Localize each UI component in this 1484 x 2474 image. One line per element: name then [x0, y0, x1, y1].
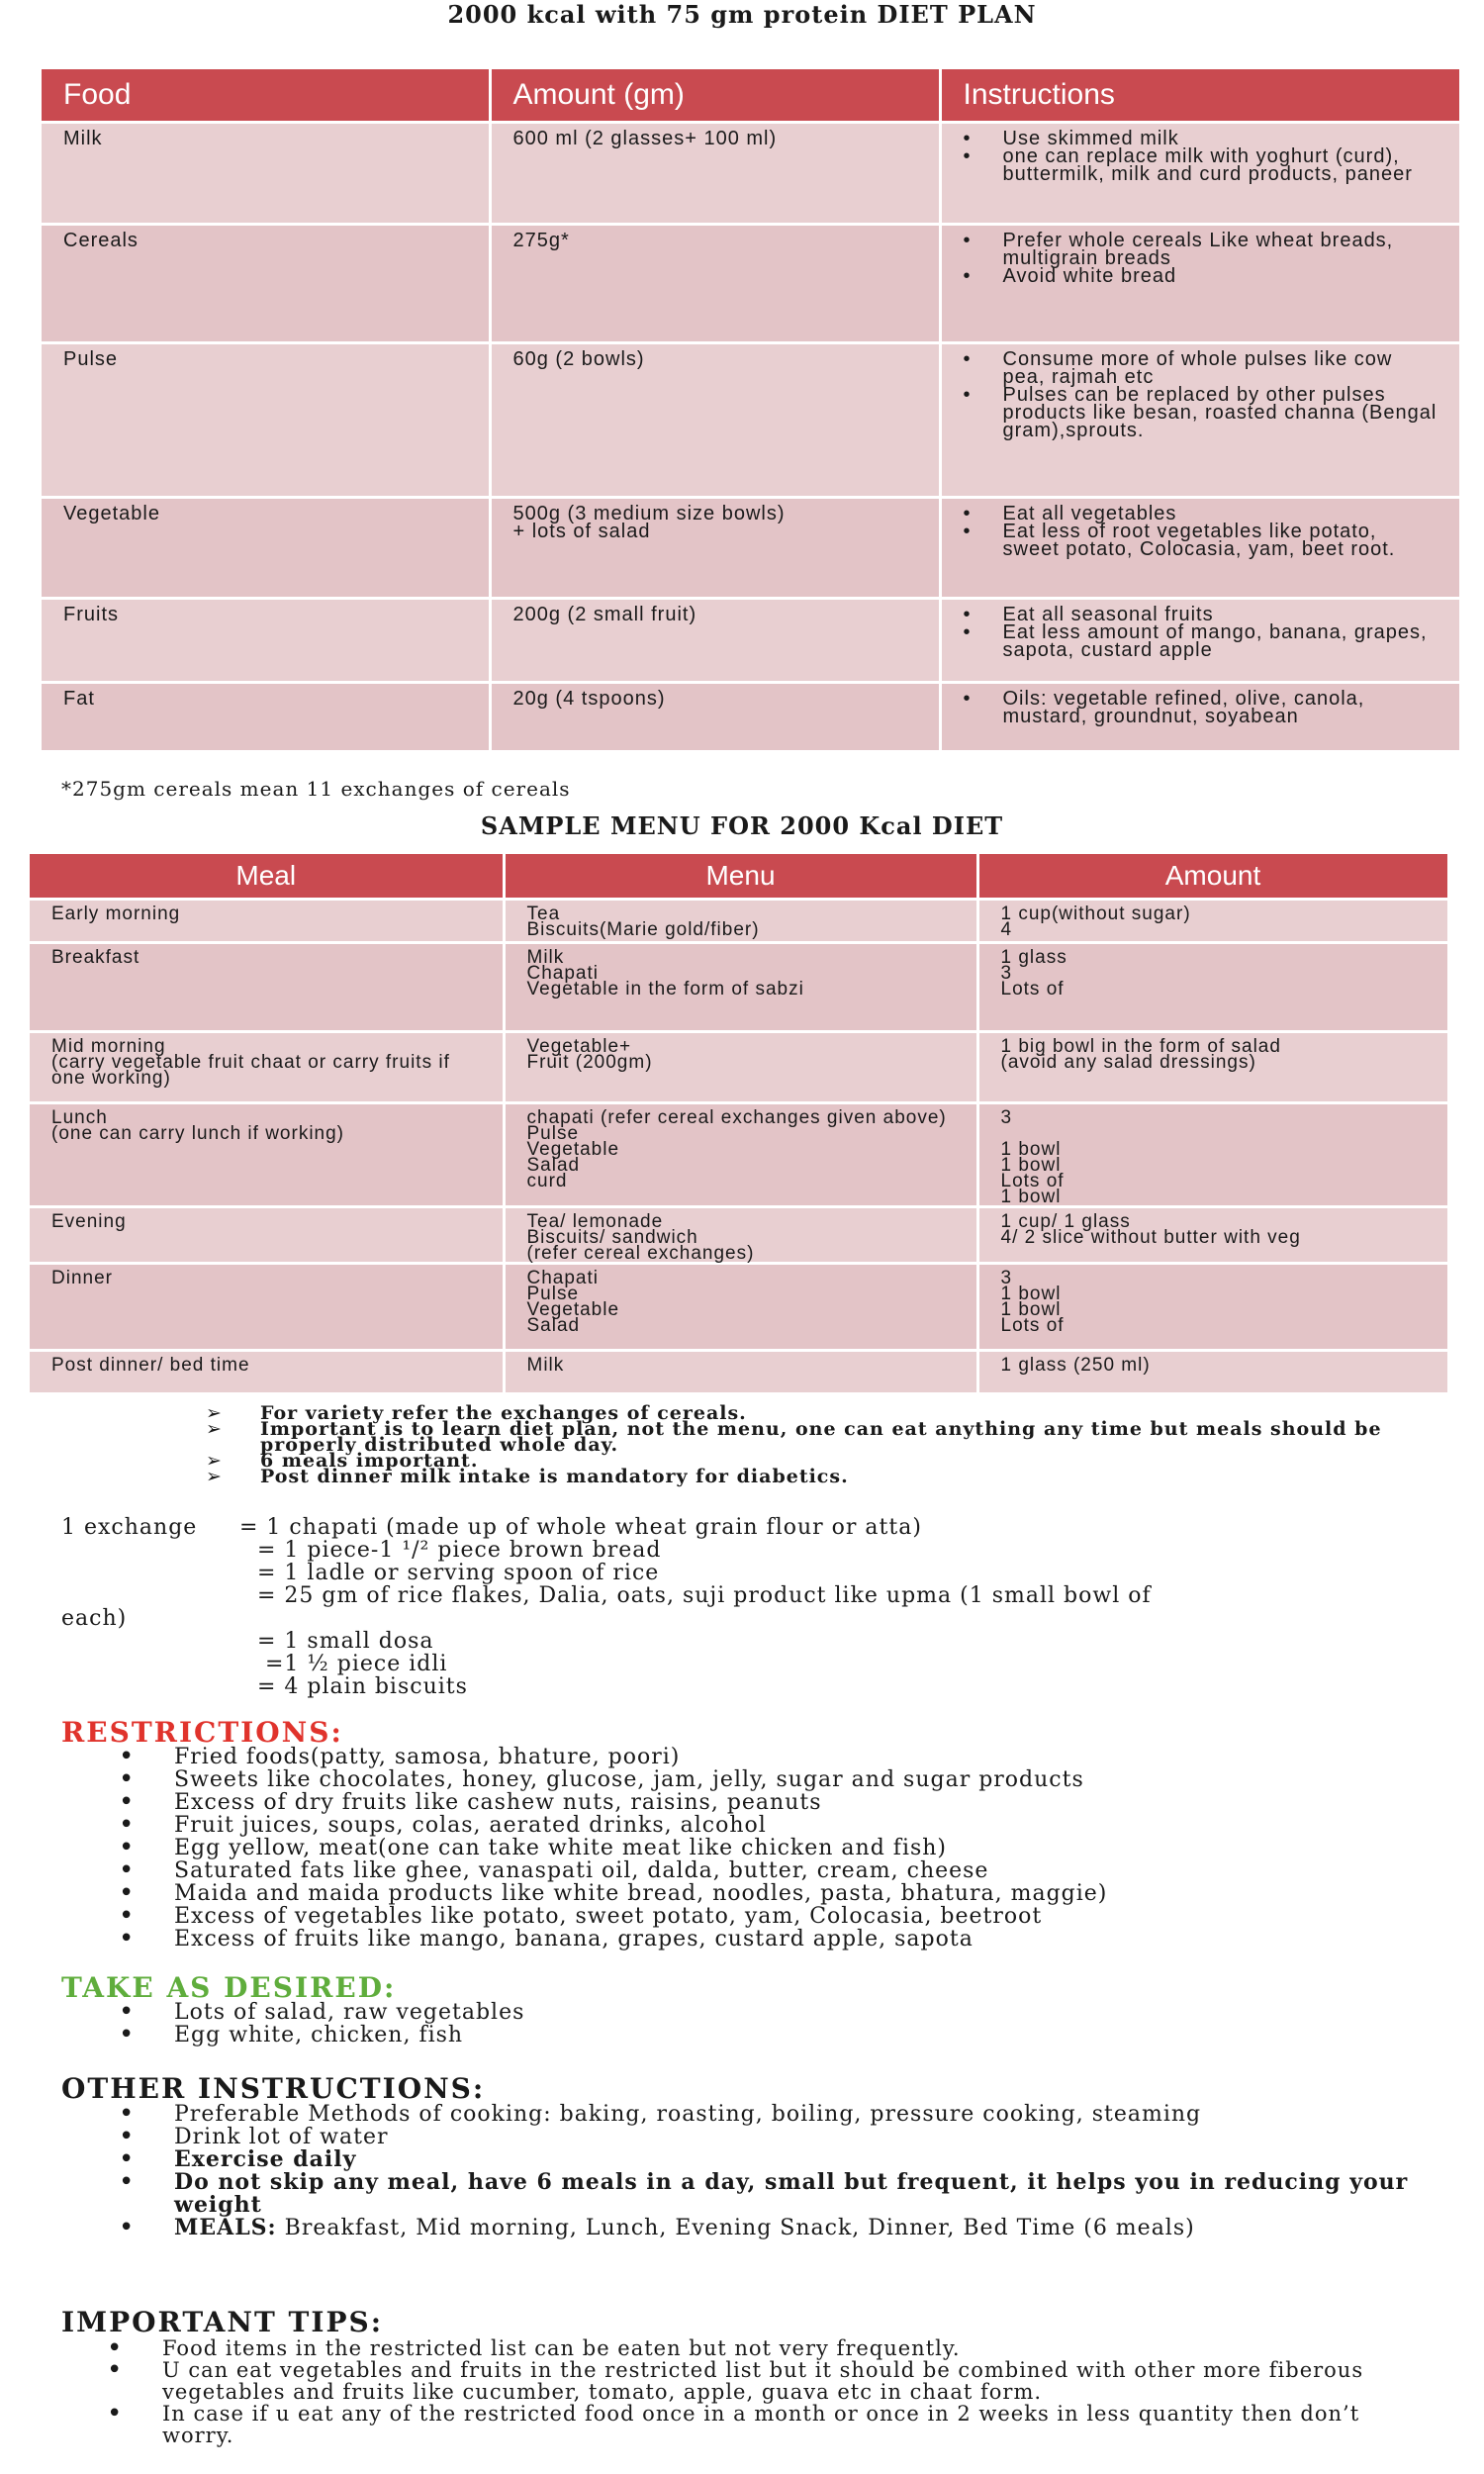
amount-cell: 200g (2 small fruit) — [490, 599, 940, 683]
take-as-desired-title: TAKE AS DESIRED: — [61, 1971, 397, 2004]
list-item: • Avoid white bread — [964, 267, 1438, 285]
amount-cell: 1 glass 3 Lots of — [977, 943, 1448, 1032]
menu-cell: Milk Chapati Vegetable in the form of sabzi — [504, 943, 977, 1032]
list-item: • Oils: vegetable refined, olive, canola, mustard, groundnut, soyabean — [964, 690, 1438, 725]
column-header-amount: Amount — [977, 854, 1448, 900]
exchange-item: = 1 piece-1 ¹/² piece brown bread — [257, 1538, 662, 1563]
column-header-instructions: Instructions — [940, 69, 1460, 123]
amount-cell: 1 cup/ 1 glass 4/ 2 slice without butter with veg — [977, 1207, 1448, 1264]
cereal-footnote: *275gm cereals mean 11 exchanges of cereals — [61, 777, 571, 801]
restrictions-title: RESTRICTIONS: — [61, 1716, 343, 1749]
table-row — [42, 123, 1460, 225]
diet-plan-title: 2000 kcal with 75 gm protein DIET PLAN — [447, 0, 1037, 29]
note-item: ➢ Important is to learn diet plan, not the menu, one can eat anything any time but meals should be properly distributed whole day. — [206, 1421, 1438, 1453]
list-item: • Lots of salad, raw vegetables — [111, 2001, 1466, 2024]
list-item: • Fruit juices, soups, colas, aerated drinks, alcohol — [111, 1814, 1466, 1837]
instructions-cell — [940, 683, 1460, 750]
food-cell: Milk — [42, 123, 490, 225]
column-header-amount: Amount (gm) — [490, 69, 940, 123]
list-item: • Food items in the restricted list can be eaten but not very frequently. — [99, 2337, 1425, 2359]
list-item: • Consume more of whole pulses like cow pea, rajmah etc — [964, 350, 1438, 386]
meal-cell: Early morning — [30, 900, 504, 943]
list-item: • Egg yellow, meat(one can take white meat like chicken and fish) — [111, 1837, 1466, 1859]
amount-cell: 20g (4 tspoons) — [490, 683, 940, 750]
list-item: • Eat less of root vegetables like potato, sweet potato, Colocasia, yam, beet root. — [964, 523, 1438, 558]
list-item: • Excess of vegetables like potato, sweet potato, yam, Colocasia, beetroot — [111, 1905, 1466, 1928]
table-row — [42, 498, 1460, 599]
note-item: ➢ For variety refer the exchanges of cereals. — [206, 1405, 1438, 1421]
exchange-item: = 1 small dosa — [257, 1629, 434, 1654]
instructions-cell — [940, 343, 1460, 498]
table-row — [30, 1103, 1448, 1207]
meal-cell: Post dinner/ bed time — [30, 1351, 504, 1392]
take-as-desired-list — [111, 2001, 1466, 2046]
amount-cell: 3 1 bowl 1 bowl Lots of — [977, 1264, 1448, 1351]
exchange-item: = 4 plain biscuits — [257, 1674, 468, 1699]
food-cell: Vegetable — [42, 498, 490, 599]
restrictions-list — [111, 1746, 1466, 1951]
table-row — [30, 1351, 1448, 1392]
list-item: • Do not skip any meal, have 6 meals in a day, small but frequent, it helps you in reducing your weight — [111, 2171, 1466, 2217]
amount-cell: 3 1 bowl 1 bowl Lots of 1 bowl — [977, 1103, 1448, 1207]
table-row — [30, 1264, 1448, 1351]
list-item: • Maida and maida products like white bread, noodles, pasta, bhatura, maggie) — [111, 1882, 1466, 1905]
important-tips-title: IMPORTANT TIPS: — [61, 2306, 384, 2338]
meal-cell: Mid morning (carry vegetable fruit chaat or carry fruits if one working) — [30, 1032, 504, 1103]
exchange-label: 1 exchange — [61, 1515, 198, 1540]
amount-cell: 1 glass (250 ml) — [977, 1351, 1448, 1392]
instructions-cell — [940, 123, 1460, 225]
list-item: • Eat less amount of mango, banana, grapes, sapota, custard apple — [964, 623, 1438, 659]
amount-cell: 1 big bowl in the form of salad (avoid any salad dressings) — [977, 1032, 1448, 1103]
table-row — [30, 943, 1448, 1032]
column-header-food: Food — [42, 69, 490, 123]
amount-cell: 500g (3 medium size bowls) + lots of salad — [490, 498, 940, 599]
list-item: • Eat all seasonal fruits — [964, 606, 1438, 623]
cereal-exchange-list — [61, 1516, 1446, 1698]
list-item: • Prefer whole cereals Like wheat breads, multigrain breads — [964, 232, 1438, 267]
sample-menu-title: SAMPLE MENU FOR 2000 Kcal DIET — [480, 811, 1004, 840]
food-cell: Cereals — [42, 225, 490, 343]
food-cell: Pulse — [42, 343, 490, 498]
table-header-row — [30, 854, 1448, 900]
exchange-item: = 25 gm of rice flakes, Dalia, oats, suji product like upma (1 small bowl of — [257, 1583, 1152, 1608]
exchange-item: = 1 ladle or serving spoon of rice — [257, 1561, 660, 1585]
list-item: • Pulses can be replaced by other pulses products like besan, roasted channa (Bengal gram),sprouts. — [964, 386, 1438, 439]
exchange-item: each) — [61, 1606, 128, 1631]
amount-cell: 1 cup(without sugar) 4 — [977, 900, 1448, 943]
list-item: • Fried foods(patty, samosa, bhature, poori) — [111, 1746, 1466, 1768]
meal-cell: Breakfast — [30, 943, 504, 1032]
list-item: • Exercise daily — [111, 2148, 1466, 2171]
other-instructions-list — [111, 2103, 1466, 2239]
menu-notes — [206, 1402, 1438, 1487]
menu-cell: Milk — [504, 1351, 977, 1392]
list-item: • Excess of dry fruits like cashew nuts, raisins, peanuts — [111, 1791, 1466, 1814]
meal-cell: Lunch (one can carry lunch if working) — [30, 1103, 504, 1207]
instructions-cell — [940, 498, 1460, 599]
food-cell: Fat — [42, 683, 490, 750]
list-item: • In case if u eat any of the restricted food once in a month or once in 2 weeks in less quantity then don’t worry. — [99, 2403, 1425, 2446]
list-item: • Excess of fruits like mango, banana, grapes, custard apple, sapota — [111, 1928, 1466, 1951]
exchange-item: = 1 chapati (made up of whole wheat grain flour or atta) — [239, 1515, 922, 1540]
important-tips-list — [99, 2337, 1425, 2446]
list-item: • one can replace milk with yoghurt (curd), buttermilk, milk and curd products, paneer — [964, 147, 1438, 183]
column-header-meal: Meal — [30, 854, 504, 900]
list-item: • MEALS: Breakfast, Mid morning, Lunch, Evening Snack, Dinner, Bed Time (6 meals) — [111, 2217, 1466, 2239]
instructions-cell — [940, 599, 1460, 683]
amount-cell: 275g* — [490, 225, 940, 343]
list-item: • Eat all vegetables — [964, 505, 1438, 523]
table-row — [30, 1032, 1448, 1103]
amount-cell: 600 ml (2 glasses+ 100 ml) — [490, 123, 940, 225]
list-item: • Drink lot of water — [111, 2126, 1466, 2148]
table-row — [42, 225, 1460, 343]
diet-plan-table — [42, 69, 1462, 750]
list-item: • U can eat vegetables and fruits in the restricted list but it should be combined with other more fiberous vegetables and fruits like cucumber, tomato, apple, guava etc in chaat form. — [99, 2359, 1425, 2403]
list-item: • Egg white, chicken, fish — [111, 2024, 1466, 2046]
table-row — [42, 599, 1460, 683]
other-instructions-title: OTHER INSTRUCTIONS: — [61, 2072, 486, 2105]
menu-cell: Vegetable+ Fruit (200gm) — [504, 1032, 977, 1103]
note-item: ➢ Post dinner milk intake is mandatory for diabetics. — [206, 1469, 1438, 1484]
menu-cell: Chapati Pulse Vegetable Salad — [504, 1264, 977, 1351]
table-row — [30, 900, 1448, 943]
list-item: • Use skimmed milk — [964, 130, 1438, 147]
meal-cell: Evening — [30, 1207, 504, 1264]
sample-menu-table — [30, 854, 1450, 1392]
list-item: • Preferable Methods of cooking: baking, roasting, boiling, pressure cooking, steaming — [111, 2103, 1466, 2126]
table-row — [42, 343, 1460, 498]
instructions-cell — [940, 225, 1460, 343]
note-item: ➢ 6 meals important. — [206, 1453, 1438, 1469]
list-item: • Sweets like chocolates, honey, glucose, jam, jelly, sugar and sugar products — [111, 1768, 1466, 1791]
food-cell: Fruits — [42, 599, 490, 683]
table-row — [30, 1207, 1448, 1264]
table-header-row — [42, 69, 1460, 123]
menu-cell: Tea/ lemonade Biscuits/ sandwich (refer cereal exchanges) — [504, 1207, 977, 1264]
amount-cell: 60g (2 bowls) — [490, 343, 940, 498]
menu-cell: Tea Biscuits(Marie gold/fiber) — [504, 900, 977, 943]
column-header-menu: Menu — [504, 854, 977, 900]
menu-cell: chapati (refer cereal exchanges given above) Pulse Vegetable Salad curd — [504, 1103, 977, 1207]
table-row — [42, 683, 1460, 750]
list-item: • Saturated fats like ghee, vanaspati oil, dalda, butter, cream, cheese — [111, 1859, 1466, 1882]
exchange-item: =1 ½ piece idli — [265, 1652, 448, 1676]
meal-cell: Dinner — [30, 1264, 504, 1351]
